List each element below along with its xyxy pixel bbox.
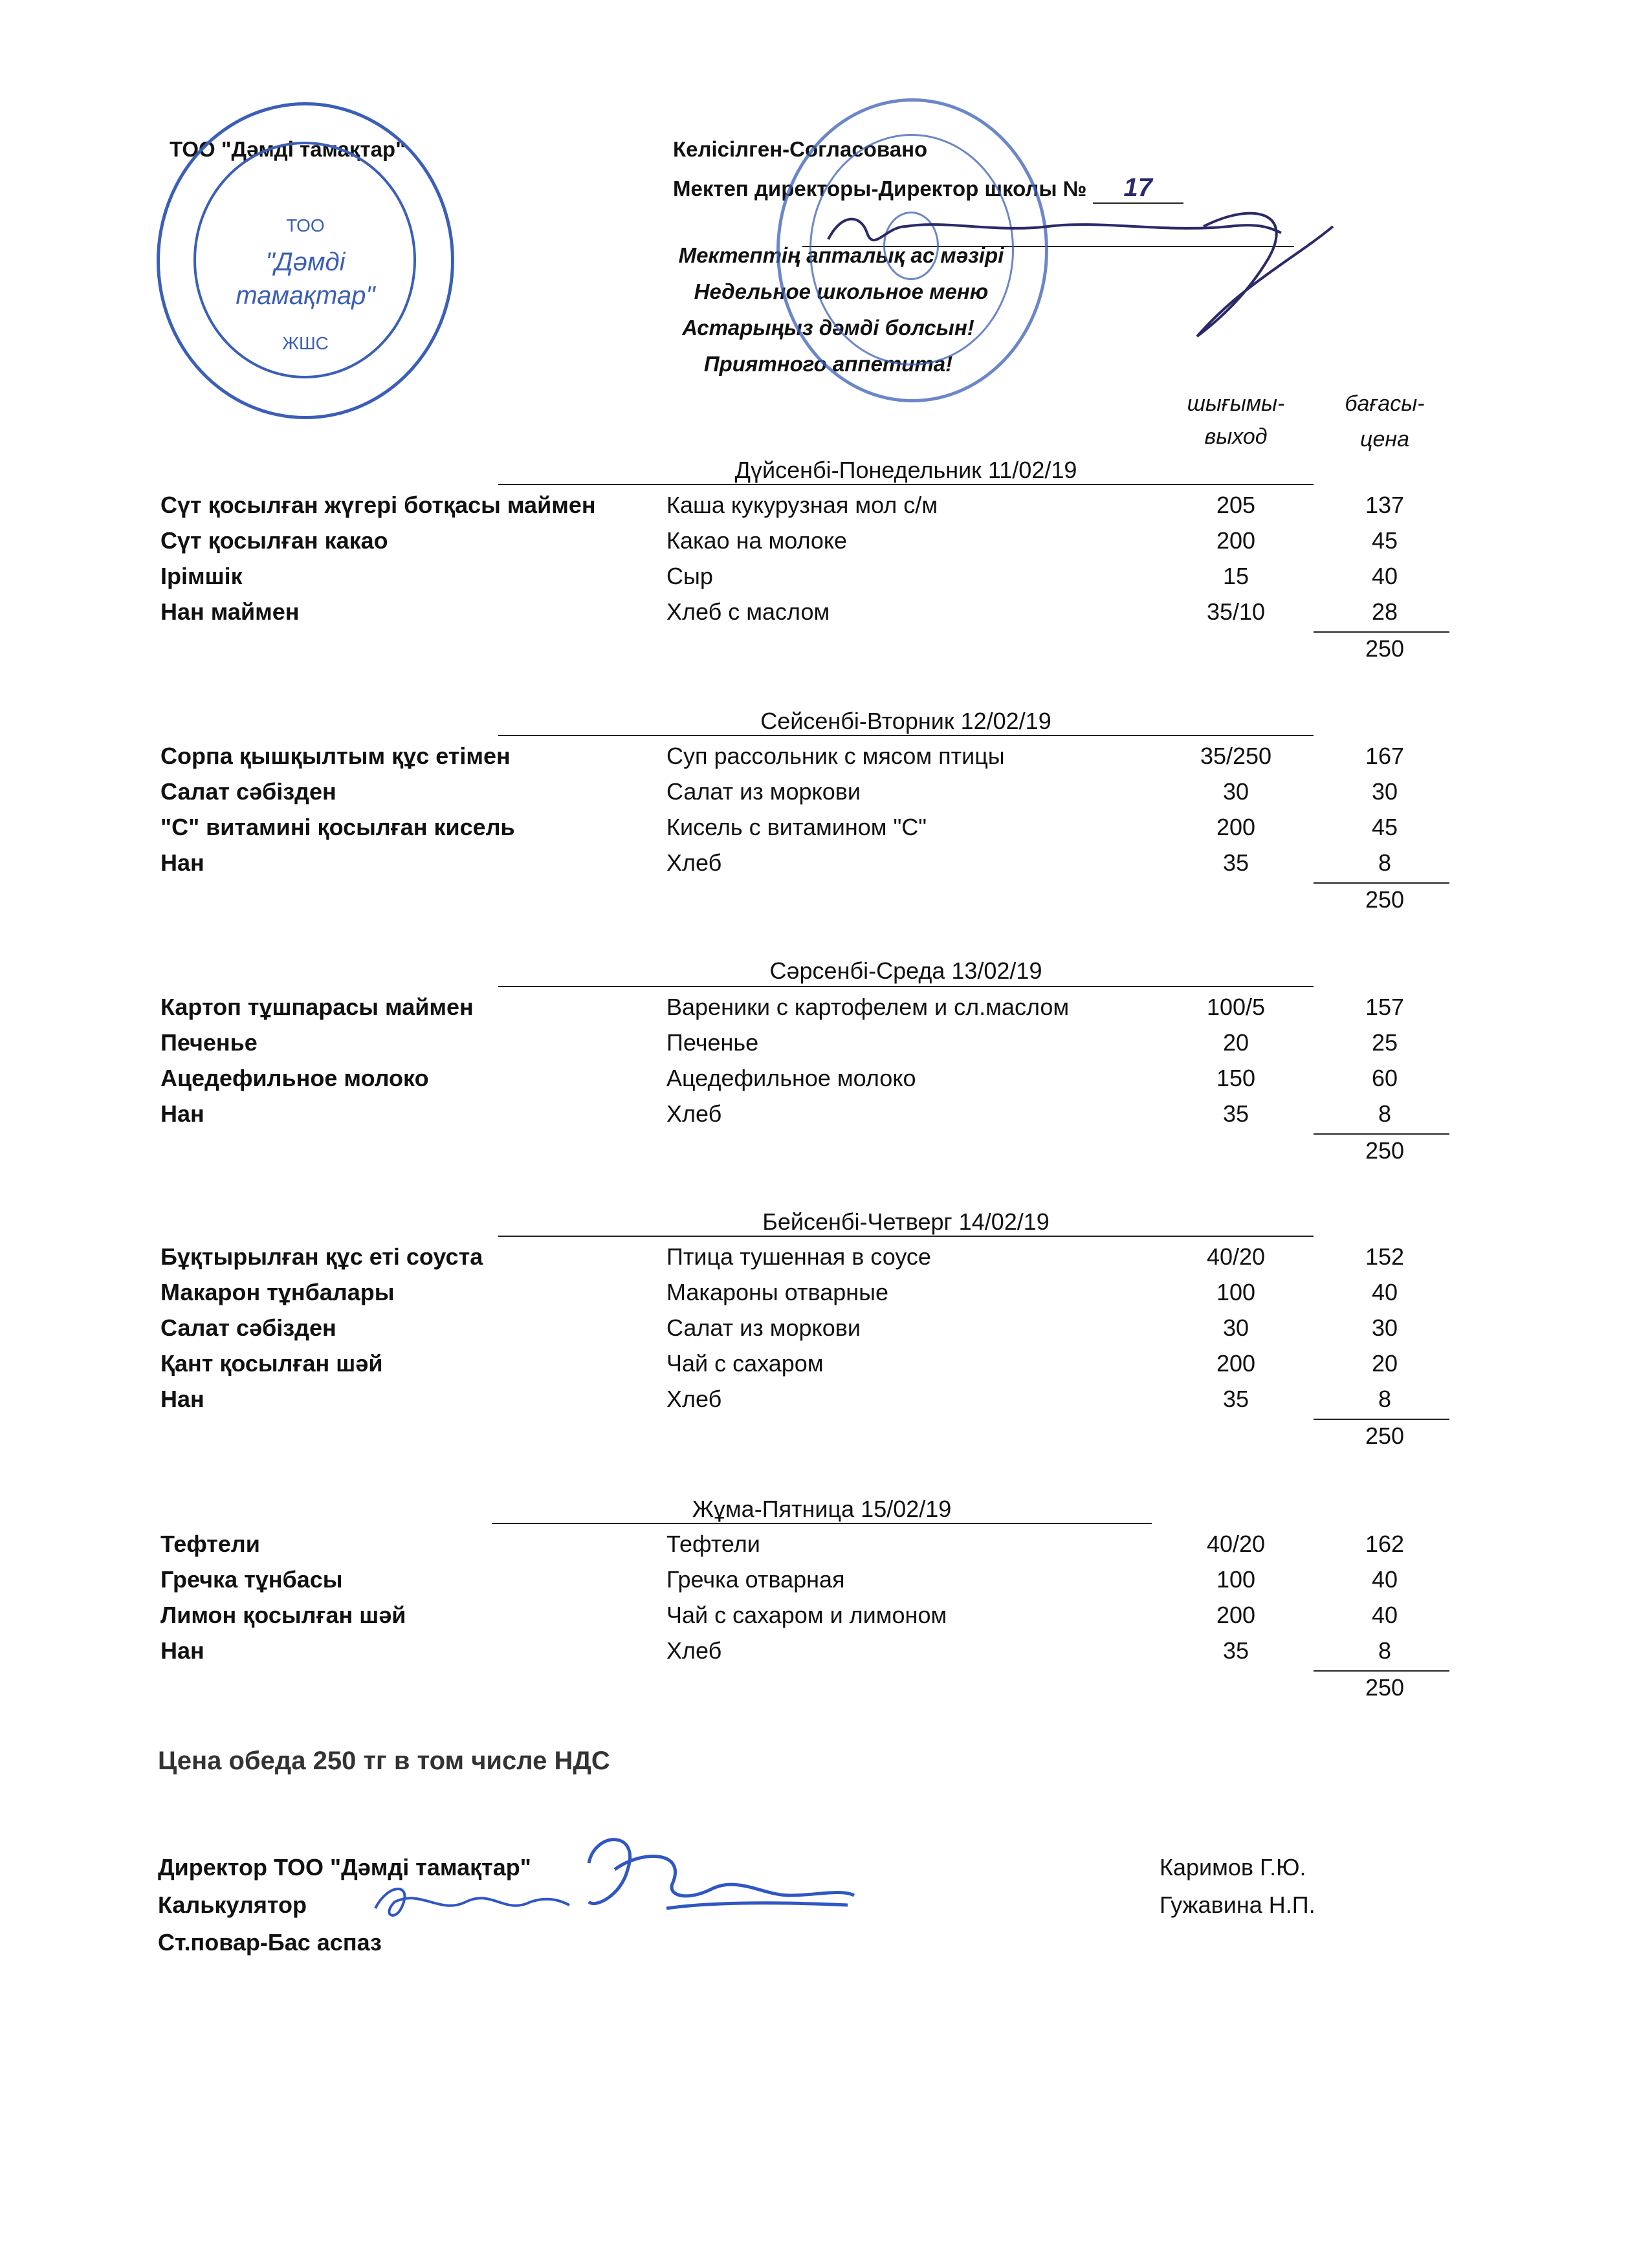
school-number: 17	[1093, 173, 1183, 204]
col-output-ru: выход	[1204, 424, 1268, 449]
item-name-ru: Печенье	[666, 1029, 759, 1056]
menu-item-row	[0, 1350, 1650, 1386]
menu-item-row	[0, 1279, 1650, 1315]
total-underline	[1314, 1133, 1449, 1135]
item-output: 150	[1216, 1065, 1256, 1091]
item-price: 162	[1365, 1531, 1405, 1557]
item-price: 167	[1365, 743, 1405, 769]
menu-item-row	[0, 1637, 1650, 1674]
item-name-ru: Суп рассольник с мясом птицы	[666, 743, 1005, 769]
menu-item-row	[0, 778, 1650, 814]
item-name-ru: Хлеб	[666, 1637, 722, 1664]
price-note: Цена обеда 250 тг в том числе НДС	[158, 1747, 610, 1775]
item-price: 152	[1365, 1243, 1405, 1270]
menu-item-row	[0, 527, 1650, 563]
item-price: 28	[1371, 598, 1398, 625]
item-output: 35/250	[1200, 743, 1272, 769]
footer-signature-director	[569, 1824, 867, 1947]
menu-item-row	[0, 563, 1650, 599]
item-price: 40	[1371, 1566, 1398, 1593]
day-title-underline	[498, 735, 1314, 736]
item-name-ru: Ацедефильное молоко	[666, 1065, 916, 1091]
menu-item-row	[0, 1566, 1650, 1602]
menu-item-row	[0, 1602, 1650, 1638]
day-total: 250	[1365, 1423, 1405, 1449]
total-underline	[1314, 631, 1449, 633]
item-price: 40	[1371, 1602, 1398, 1628]
item-name-kz: Сорпа қышқылтым құс етімен	[160, 743, 511, 769]
col-price-kz: бағасы-	[1345, 391, 1425, 416]
item-output: 35	[1222, 849, 1249, 876]
item-name-kz: Бұқтырылған құс еті соуста	[160, 1243, 483, 1270]
menu-item-row	[0, 849, 1650, 886]
menu-item-row	[0, 1531, 1650, 1567]
menu-item-row	[0, 1100, 1650, 1137]
item-price: 40	[1371, 1279, 1398, 1305]
item-output: 200	[1216, 814, 1256, 840]
item-name-ru: Вареники с картофелем и сл.маслом	[666, 994, 1070, 1020]
item-name-ru: Чай с сахаром и лимоном	[666, 1602, 947, 1628]
item-output: 35/10	[1206, 598, 1266, 625]
item-name-ru: Салат из моркови	[666, 778, 861, 805]
item-name-ru: Тефтели	[666, 1531, 760, 1557]
item-output: 30	[1222, 778, 1249, 805]
item-name-ru: Хлеб	[666, 1386, 722, 1412]
day-title-underline	[498, 484, 1314, 485]
footer-name-director: Каримов Г.Ю.	[1160, 1854, 1306, 1881]
item-output: 15	[1222, 563, 1249, 589]
menu-item-row	[0, 743, 1650, 779]
company-name: ТОО "Дәмді тамақтар"	[170, 137, 406, 161]
menu-title-kz: Мектептің апталық ас мәзірі	[678, 243, 1004, 267]
item-output: 200	[1216, 1350, 1256, 1377]
item-name-kz: Нан	[160, 1100, 204, 1127]
item-name-ru: Хлеб	[666, 849, 722, 876]
menu-item-row	[0, 1314, 1650, 1351]
item-name-kz: Салат сәбізден	[160, 1314, 336, 1341]
menu-title-ru: Недельное школьное меню	[694, 279, 989, 303]
item-name-kz: Сүт қосылған жүгері ботқасы маймен	[160, 492, 596, 518]
menu-item-row	[0, 994, 1650, 1030]
item-name-kz: Ацедефильное молоко	[160, 1065, 429, 1091]
item-name-kz: Печенье	[160, 1029, 258, 1056]
item-price: 40	[1371, 563, 1398, 589]
day-title: Бейсенбі-Четверг 14/02/19	[762, 1208, 1050, 1235]
item-name-ru: Хлеб с маслом	[666, 598, 830, 625]
item-name-kz: Нан	[160, 1637, 204, 1664]
item-output: 35	[1222, 1637, 1249, 1664]
item-name-kz: Қант қосылған шәй	[160, 1350, 383, 1377]
day-title: Жұма-Пятница 15/02/19	[692, 1496, 952, 1522]
director-signature	[802, 188, 1352, 356]
total-underline	[1314, 1419, 1449, 1420]
item-name-ru: Сыр	[666, 563, 713, 589]
item-price: 45	[1371, 527, 1398, 554]
footer-role-director: Директор ТОО "Дәмді тамақтар"	[158, 1854, 531, 1881]
menu-item-row	[0, 1243, 1650, 1280]
total-underline	[1314, 1670, 1449, 1672]
item-price: 8	[1378, 1100, 1392, 1127]
item-price: 20	[1371, 1350, 1398, 1377]
menu-item-row	[0, 598, 1650, 635]
day-total: 250	[1365, 635, 1405, 662]
item-name-kz: Ірімшік	[160, 563, 243, 589]
item-price: 8	[1378, 1637, 1392, 1664]
stamp-line-3: тамақтар"	[236, 281, 375, 310]
wish-ru: Приятного аппетита!	[703, 352, 953, 376]
item-name-kz: Нан	[160, 1386, 204, 1412]
day-title-underline	[498, 986, 1314, 987]
menu-item-row	[0, 1065, 1650, 1101]
day-title: Дүйсенбі-Понедельник 11/02/19	[734, 457, 1077, 483]
item-output: 200	[1216, 527, 1256, 554]
col-output-kz: шығымы-	[1187, 391, 1285, 416]
item-name-kz: Салат сәбізден	[160, 778, 336, 805]
footer-name-calculator: Гужавина Н.П.	[1160, 1892, 1315, 1918]
stamp-line-4: ЖШС	[282, 333, 329, 353]
item-name-ru: Салат из моркови	[666, 1314, 861, 1341]
day-total: 250	[1365, 886, 1405, 913]
menu-item-row	[0, 1386, 1650, 1422]
item-name-ru: Птица тушенная в соусе	[666, 1243, 931, 1270]
item-name-ru: Макароны отварные	[666, 1279, 889, 1305]
item-price: 137	[1365, 492, 1405, 518]
item-name-ru: Каша кукурузная мол с/м	[666, 492, 938, 518]
item-price: 30	[1371, 778, 1398, 805]
menu-item-row	[0, 1029, 1650, 1065]
item-price: 45	[1371, 814, 1398, 840]
item-output: 35	[1222, 1386, 1249, 1412]
item-price: 30	[1371, 1314, 1398, 1341]
day-title-underline	[492, 1523, 1152, 1524]
company-stamp	[157, 102, 454, 419]
approved-label: Келісілген-Согласовано	[673, 137, 928, 161]
menu-item-row	[0, 492, 1650, 528]
item-output: 35	[1222, 1100, 1249, 1127]
item-name-ru: Кисель с витамином "С"	[666, 814, 927, 840]
item-name-ru: Гречка отварная	[666, 1566, 845, 1593]
item-price: 25	[1371, 1029, 1398, 1056]
item-price: 8	[1378, 1386, 1392, 1412]
footer-role-chef: Ст.повар-Бас аспаз	[158, 1929, 382, 1956]
day-title: Сейсенбі-Вторник 12/02/19	[760, 708, 1051, 734]
item-name-ru: Хлеб	[666, 1100, 722, 1127]
footer-role-calculator: Калькулятор	[158, 1892, 307, 1918]
item-output: 30	[1222, 1314, 1249, 1341]
item-output: 40/20	[1206, 1243, 1266, 1270]
item-name-kz: Макарон тұнбалары	[160, 1279, 395, 1305]
total-underline	[1314, 882, 1449, 884]
item-name-kz: "С" витамині қосылған кисель	[160, 814, 515, 840]
footer-signature-calculator	[362, 1876, 576, 1928]
day-title: Сәрсенбі-Среда 13/02/19	[769, 957, 1042, 984]
item-output: 100	[1216, 1566, 1256, 1593]
item-name-ru: Чай с сахаром	[666, 1350, 824, 1377]
stamp-line-1: ТОО	[286, 215, 325, 235]
item-name-kz: Лимон қосылған шәй	[160, 1602, 406, 1628]
item-price: 8	[1378, 849, 1392, 876]
item-name-kz: Сүт қосылған какао	[160, 527, 388, 554]
item-price: 60	[1371, 1065, 1398, 1091]
item-output: 205	[1216, 492, 1256, 518]
item-output: 200	[1216, 1602, 1256, 1628]
menu-item-row	[0, 814, 1650, 850]
director-line-text: Мектеп директоры-Директор школы №	[673, 177, 1087, 201]
day-total: 250	[1365, 1137, 1405, 1164]
stamp-line-2: "Дәмді	[265, 248, 346, 276]
item-output: 20	[1222, 1029, 1249, 1056]
item-name-ru: Какао на молоке	[666, 527, 848, 554]
day-total: 250	[1365, 1674, 1405, 1701]
item-name-kz: Нан маймен	[160, 598, 300, 625]
item-name-kz: Гречка тұнбасы	[160, 1566, 343, 1593]
item-output: 40/20	[1206, 1531, 1266, 1557]
day-title-underline	[498, 1236, 1314, 1237]
col-price-ru: цена	[1360, 427, 1409, 452]
item-name-kz: Тефтели	[160, 1531, 260, 1557]
item-name-kz: Нан	[160, 849, 204, 876]
item-output: 100/5	[1206, 994, 1266, 1020]
item-output: 100	[1216, 1279, 1256, 1305]
wish-kz: Астарыңыз дәмді болсын!	[682, 316, 974, 340]
item-name-kz: Картоп тұшпарасы маймен	[160, 994, 474, 1020]
item-price: 157	[1365, 994, 1405, 1020]
